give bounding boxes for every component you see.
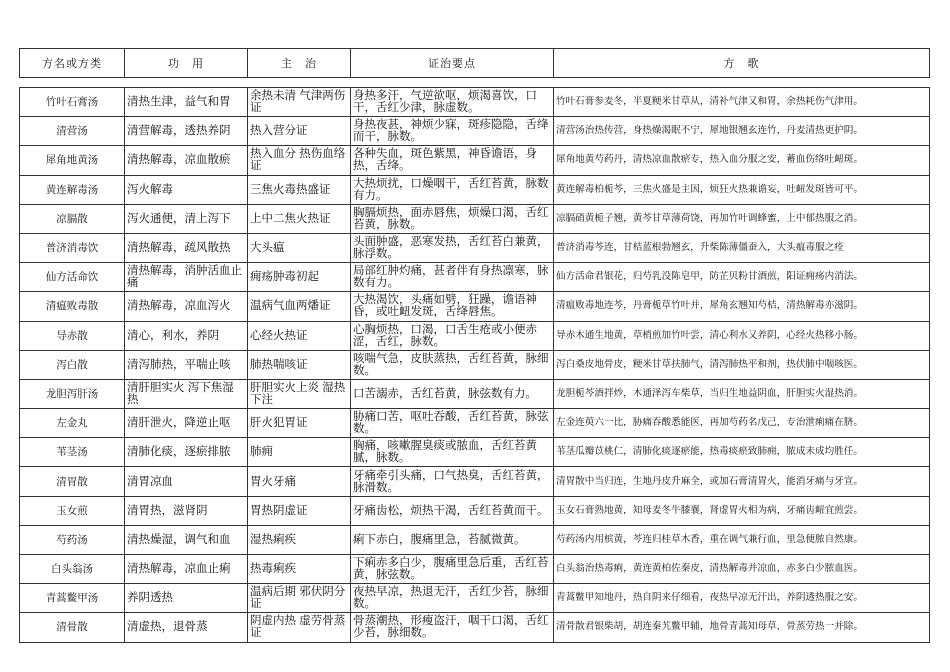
formula-song: 左金连萸六一比，胁痛吞酸悉能医，再加芍药名戊己，专治泄痢痛在脐。	[554, 409, 930, 438]
formula-song: 芍药汤内用槟黄，芩连归桂草木香，重在调气兼行血，里急便脓自然康。	[554, 525, 930, 554]
formula-indication: 肝胆实火上炎 湿热下注	[248, 379, 351, 408]
formula-key-points: 咳喘气急，皮肤蒸热，舌红苔黄，脉细数。	[351, 350, 554, 379]
formula-song: 清瘟败毒地连芩，丹膏栀草竹叶并，犀角玄翘知芍桔，清热解毒亦滋阴。	[554, 292, 930, 321]
formula-indication: 温病后期 邪伏阴分证	[248, 584, 351, 613]
formula-key-points: 口苦溺赤，舌红苔黄，脉弦数有力。	[351, 379, 554, 408]
table-row	[20, 409, 930, 438]
formula-indication: 热入营分证	[248, 117, 351, 146]
formula-key-points: 下痢赤多白少，腹痛里急后重，舌红苔黄，脉弦数。	[351, 555, 554, 584]
formula-function: 清虚热，退骨蒸	[125, 613, 248, 642]
formula-indication: 肝火犯胃证	[248, 409, 351, 438]
header-table	[19, 48, 930, 78]
formula-key-points: 各种失血，斑色紫黑，神昏谵语，身热，舌绛。	[351, 146, 554, 175]
formula-key-points: 大热渴饮，头痛如劈，狂躁，谵语神昏，或吐衄发斑，舌绛唇焦。	[351, 292, 554, 321]
formula-indication: 胃火牙痛	[248, 467, 351, 496]
table-row	[20, 467, 930, 496]
formula-song: 犀角地黄芍药丹，清热凉血散瘀专，热入血分服之安，蓄血伤络吐衄斑。	[554, 146, 930, 175]
table-row	[20, 204, 930, 233]
formula-indication: 大头瘟	[248, 233, 351, 262]
formula-function: 清热解毒，凉血泻火	[125, 292, 248, 321]
formula-key-points: 牙痛牵引头痛，口气热臭，舌红苔黄，脉滑数。	[351, 467, 554, 496]
formula-song: 清营汤治热传营，身热燥渴眠不宁，犀地银翘玄连竹，丹麦清热更护阴。	[554, 117, 930, 146]
formula-song: 青蒿鳖甲知地丹，热自阴来仔细看，夜热早凉无汗出，养阴透热服之安。	[554, 584, 930, 613]
formula-name: 犀角地黄汤	[20, 146, 125, 175]
formula-indication: 余热未清 气津两伤证	[248, 88, 351, 117]
formula-key-points: 大热烦扰，口燥咽干，舌红苔黄，脉数有力。	[351, 175, 554, 204]
formula-table-body	[20, 88, 930, 643]
formula-indication: 温病气血两燔证	[248, 292, 351, 321]
formula-indication: 痈疡肿毒初起	[248, 263, 351, 292]
formula-name: 竹叶石膏汤	[20, 88, 125, 117]
formula-indication: 阴虚内热 虚劳骨蒸证	[248, 613, 351, 642]
formula-function: 清热解毒，消肿活血止痛	[125, 263, 248, 292]
formula-song: 玉女石膏熟地黄，知母麦冬牛膝襄，肾虚胃火相为病，牙痛齿衄宜煎尝。	[554, 496, 930, 525]
formula-song: 清胃散中当归连，生地丹皮升麻全，或加石膏清胃火，能消牙痛与牙宣。	[554, 467, 930, 496]
formula-name: 普济消毒饮	[20, 233, 125, 262]
formula-song: 清骨散君银柴胡，胡连秦艽鳖甲辅，地骨青蒿知母草，骨蒸劳热一并除。	[554, 613, 930, 642]
formula-name: 芍药汤	[20, 525, 125, 554]
formula-indication: 上中二焦火热证	[248, 204, 351, 233]
formula-name: 清营汤	[20, 117, 125, 146]
formula-song: 龙胆栀芩酒拌炒，木通泽泻车柴草，当归生地益阴血，肝胆实火湿热消。	[554, 379, 930, 408]
formula-function: 清胃热，滋肾阴	[125, 496, 248, 525]
table-row	[20, 175, 930, 204]
formula-table	[19, 87, 930, 643]
formula-function: 清肺化痰，逐瘀排脓	[125, 438, 248, 467]
formula-function: 清营解毒，透热养阴	[125, 117, 248, 146]
formula-function: 清心，利水，养阴	[125, 321, 248, 350]
table-row	[20, 233, 930, 262]
formula-key-points: 夜热早凉，热退无汗，舌红少苔，脉细数。	[351, 584, 554, 613]
formula-function: 清热解毒，凉血止痢	[125, 555, 248, 584]
table-row	[20, 525, 930, 554]
table-row	[20, 263, 930, 292]
formula-indication: 肺痈	[248, 438, 351, 467]
formula-key-points: 身热多汗，气逆欲呕，烦渴喜饮，口干，舌红少津，脉虚数。	[351, 88, 554, 117]
formula-key-points: 胁痛口苦，呕吐吞酸，舌红苔黄，脉弦数。	[351, 409, 554, 438]
table-row	[20, 438, 930, 467]
formula-name: 清胃散	[20, 467, 125, 496]
header-key: 证治要点	[351, 49, 554, 78]
formula-name: 仙方活命饮	[20, 263, 125, 292]
formula-key-points: 心胸烦热，口渴，口舌生疮或小便赤涩，舌红，脉数。	[351, 321, 554, 350]
table-row	[20, 584, 930, 613]
table-row	[20, 321, 930, 350]
table-row	[20, 613, 930, 642]
formula-name: 泻白散	[20, 350, 125, 379]
formula-song: 黄连解毒柏栀芩，三焦火盛是主因，烦狂火热兼谵妄，吐衄发斑皆可平。	[554, 175, 930, 204]
formula-function: 泻火通便，清上泻下	[125, 204, 248, 233]
formula-function: 养阴透热	[125, 584, 248, 613]
table-row	[20, 88, 930, 117]
formula-name: 导赤散	[20, 321, 125, 350]
formula-song: 苇茎瓜瓣苡桃仁，清肺化痰逐瘀能，热毒痰瘀致肺痈，脓成未成均胜任。	[554, 438, 930, 467]
header-function: 功 用	[125, 49, 248, 78]
formula-function: 清胃凉血	[125, 467, 248, 496]
table-row	[20, 555, 930, 584]
formula-key-points: 身热夜甚，神烦少寐，斑疹隐隐，舌绛而干，脉数。	[351, 117, 554, 146]
table-row	[20, 496, 930, 525]
formula-song: 导赤木通生地黄，草梢煎加竹叶尝，清心利水又养阴，心经火热移小肠。	[554, 321, 930, 350]
formula-indication: 热入血分 热伤血络证	[248, 146, 351, 175]
formula-song: 泻白桑皮地骨皮，粳米甘草扶肺气，清泻肺热平和剂，热伏肺中喘咳医。	[554, 350, 930, 379]
formula-name: 玉女煎	[20, 496, 125, 525]
table-row	[20, 350, 930, 379]
table-row	[20, 379, 930, 408]
table-row	[20, 146, 930, 175]
formula-key-points: 局部红肿灼痛，甚者伴有身热凛寒，脉数有力。	[351, 263, 554, 292]
formula-song: 普济消毒芩连，甘桔蓝根勃翘玄，升柴陈薄僵蚕入，大头瘟毒服之痊	[554, 233, 930, 262]
formula-name: 清瘟败毒散	[20, 292, 125, 321]
formula-function: 清热生津，益气和胃	[125, 88, 248, 117]
table-row	[20, 292, 930, 321]
formula-indication: 热毒痢疾	[248, 555, 351, 584]
formula-function: 清泻肺热，平喘止咳	[125, 350, 248, 379]
formula-key-points: 胸膈烦热，面赤唇焦，烦燥口渴，舌红苔黄，脉数。	[351, 204, 554, 233]
formula-name: 白头翁汤	[20, 555, 125, 584]
formula-function: 清热燥湿，调气和血	[125, 525, 248, 554]
formula-function: 清热解毒，疏风散热	[125, 233, 248, 262]
formula-function: 泻火解毒	[125, 175, 248, 204]
formula-key-points: 痢下赤白，腹痛里急，苔腻微黄。	[351, 525, 554, 554]
header-song: 方 歌	[554, 49, 930, 78]
formula-key-points: 头面肿盛，恶寒发热，舌红苔白兼黄，脉浮数。	[351, 233, 554, 262]
formula-key-points: 牙痛齿松，烦热干渴，舌红苔黄而干。	[351, 496, 554, 525]
formula-name: 苇茎汤	[20, 438, 125, 467]
formula-function: 清热解毒，凉血散瘀	[125, 146, 248, 175]
header-main: 主 治	[248, 49, 351, 78]
formula-function: 清肝胆实火 泻下焦湿热	[125, 379, 248, 408]
formula-song: 凉膈硝黄栀子翘，黄芩甘草薄荷饶，再加竹叶调蜂蜜，上中郁热服之消。	[554, 204, 930, 233]
formula-indication: 胃热阴虚证	[248, 496, 351, 525]
header-row	[20, 49, 930, 78]
formula-song: 仙方活命君银花，归芍乳没陈皂甲，防芷贝粉甘酒煎，阳证痈疡内消法。	[554, 263, 930, 292]
formula-song: 白头翁治热毒痢，黄连黄柏佐秦皮，清热解毒并凉血，赤多白少脓血医。	[554, 555, 930, 584]
table-row	[20, 117, 930, 146]
formula-name: 左金丸	[20, 409, 125, 438]
formula-indication: 肺热喘咳证	[248, 350, 351, 379]
formula-function: 清肝泄火，降逆止呕	[125, 409, 248, 438]
formula-key-points: 骨蒸潮热，形瘦盗汗，咽干口渴，舌红少苔，脉细数。	[351, 613, 554, 642]
header-name: 方名或方类	[20, 49, 125, 78]
formula-name: 清骨散	[20, 613, 125, 642]
formula-indication: 湿热痢疾	[248, 525, 351, 554]
formula-name: 龙胆泻肝汤	[20, 379, 125, 408]
formula-song: 竹叶石膏参麦冬，半夏粳米甘草从，清补气津又和胃，余热耗伤气津用。	[554, 88, 930, 117]
formula-indication: 心经火热证	[248, 321, 351, 350]
formula-key-points: 胸痛，咳嗽腥臭痰或脓血，舌红苔黄腻，脉数。	[351, 438, 554, 467]
formula-name: 凉膈散	[20, 204, 125, 233]
formula-indication: 三焦火毒热盛证	[248, 175, 351, 204]
formula-name: 黄连解毒汤	[20, 175, 125, 204]
formula-name: 青蒿鳖甲汤	[20, 584, 125, 613]
